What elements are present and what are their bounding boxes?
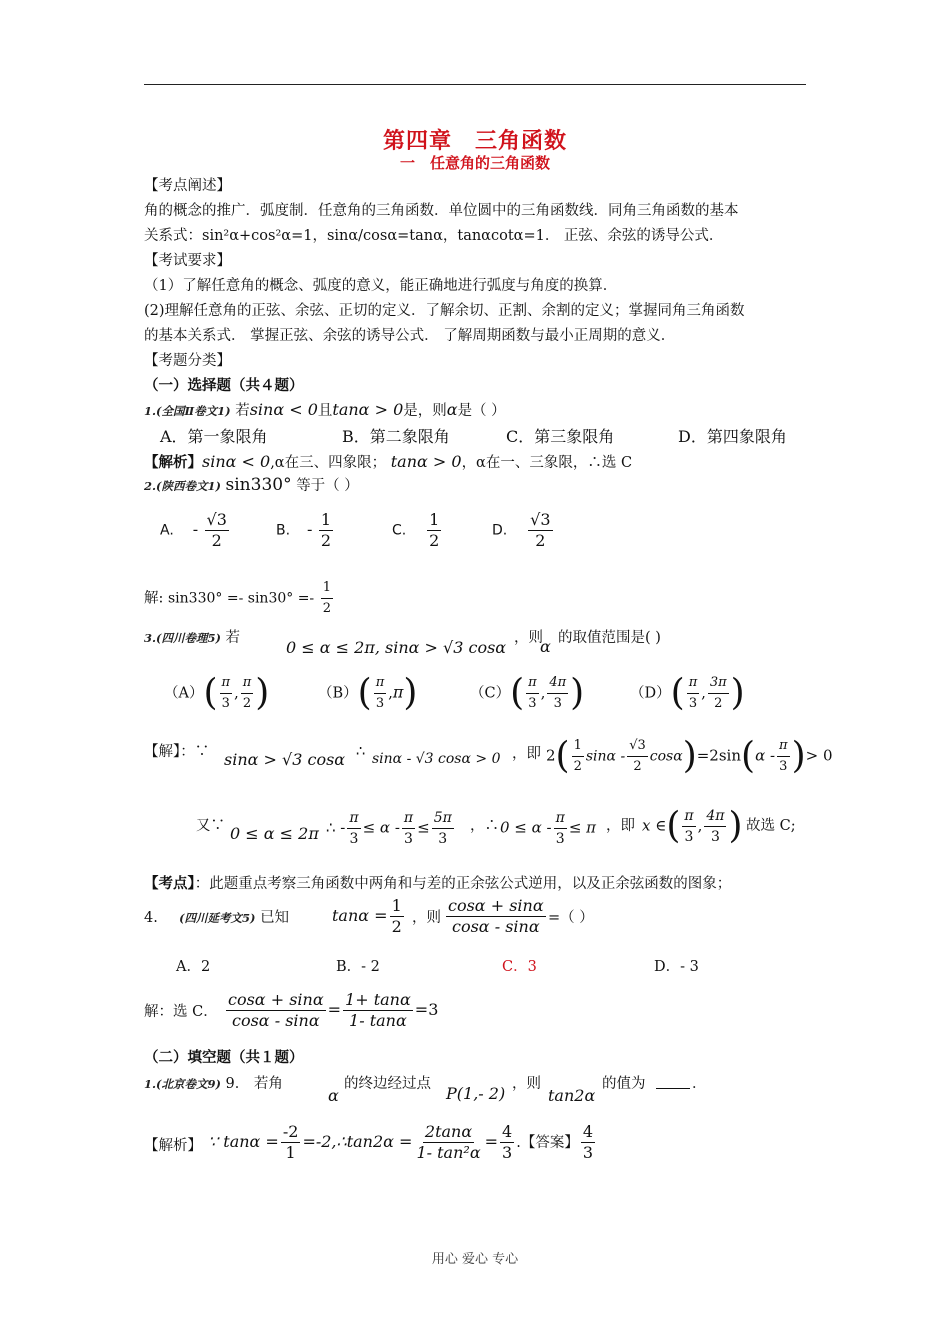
q2-jie-label: 解:	[144, 590, 164, 607]
q3-option-a-num2: π	[241, 673, 254, 694]
q2-source: (陕西卷文1)	[156, 479, 221, 493]
q5-stem-c: ，则	[512, 1076, 541, 1092]
q4-option-b: B．- 2	[336, 959, 380, 975]
q2-jie-expr: sin330° =- sin30° =-	[168, 590, 315, 607]
q3-step3-c: cosα	[649, 748, 683, 765]
q3-option-c-lparen: (	[510, 672, 525, 714]
q2-option-b-num: 1	[320, 510, 332, 529]
q3-option-b-num1: π	[374, 673, 387, 694]
q2-solution	[144, 578, 335, 619]
q5-target: tan2α	[548, 1086, 596, 1105]
q3-option-a-label: （A）	[164, 685, 204, 702]
q5-jiexi-frac3	[500, 1122, 514, 1163]
q5-because: ∵ tanα =	[208, 1132, 279, 1151]
q2-option-a	[160, 510, 231, 551]
q3-option-b-rparen: )	[403, 672, 418, 714]
q3-step3-rparen2: )	[791, 735, 806, 777]
q1-jiexi-d: ，α在一、三象限，∴选 C	[461, 455, 633, 471]
page-footer: 用心 爱心 专心	[431, 1252, 519, 1267]
q3-option-a-lparen: (	[203, 672, 218, 714]
q3-option-d-num1: π	[687, 673, 700, 694]
q5-point: P(1,- 2)	[446, 1084, 506, 1103]
q5-f3-den: 3	[502, 1143, 513, 1162]
header-rule	[144, 84, 806, 85]
q5-jiexi-frac1	[281, 1122, 301, 1163]
q3-interval-frac1-num: π	[682, 806, 695, 827]
q2-jie-num: 1	[321, 578, 333, 599]
q3-option-c-num2: 4π	[547, 673, 568, 694]
q4-jie-den2: 1- tanα	[349, 1011, 407, 1030]
q3-condition: 0 ≤ α ≤ 2π, sinα > √3 cosα	[286, 638, 507, 657]
q3-step3-frac-pi	[777, 736, 790, 777]
yaoqiu-item-2a: (2)理解任意角的正弦、余弦、正切的定义．了解余切、正割、余割的定义；掌握同角三角函数	[144, 303, 745, 319]
q3-range-result	[500, 808, 596, 849]
q3-r-frac3-den: 3	[438, 831, 448, 847]
q2-number: 2.	[144, 479, 157, 493]
q4-source: (四川延考文5)	[179, 911, 256, 925]
q1-stem	[144, 397, 506, 424]
q1-stem-b: 且	[317, 403, 333, 419]
q1-jiexi-b: ,α在三、四象限；	[270, 455, 387, 471]
kaodian-line-2: 关系式：sin²α+cos²α=1，sinα/cosα=tanα，tanαcotα=1． 正弦、余弦的诱导公式．	[144, 228, 724, 244]
q3-stem-b: ，则	[514, 630, 543, 646]
q3-therefore: ∴	[356, 744, 366, 760]
q5-stem-a: 9． 若角	[225, 1076, 283, 1092]
q4-option-c: C．3	[502, 959, 537, 975]
q3-kaodian-label: 【考点】	[144, 876, 195, 892]
q5-mid: =-2,∴tan2α =	[302, 1132, 413, 1151]
q3-step3-rparen: )	[682, 735, 697, 777]
q3-option-c: （C）( $\frac{\pi}{3}$ , $\frac{4\pi}{3}$ )	[470, 672, 585, 714]
q3-r-frac2	[402, 808, 415, 849]
section-title: 一 任意角的三角函数	[399, 154, 550, 172]
q5-alpha: α	[328, 1086, 339, 1105]
q4-frac-den: cosα - sinα	[452, 917, 540, 936]
q1-jiexi-label: 【解析】	[144, 455, 202, 471]
q5-ans-num: 4	[582, 1122, 594, 1141]
q5-answer-blank	[656, 1088, 690, 1089]
q5-f1-den: 1	[285, 1143, 296, 1162]
q2-option-c	[392, 510, 443, 551]
yaoqiu-item-2b: 的基本关系式． 掌握正弦、余弦的诱导公式． 了解周期函数与最小正周期的意义．	[144, 328, 676, 344]
q3-step3-pi-num: π	[777, 736, 790, 757]
q5-eq: =	[484, 1132, 499, 1151]
q3-kaodian	[144, 872, 731, 897]
yaoqiu-item-1: （1）了解任意角的概念、弧度的意义，能正确地进行弧度与角度的换算．	[144, 278, 618, 294]
q3-option-a-den1: 3	[221, 696, 230, 711]
q3-option-a-frac1	[220, 673, 233, 714]
q2-option-a-sign: -	[192, 519, 199, 539]
q3-step3-pi-den: 3	[779, 759, 788, 774]
q3-option-b: （B）( $\frac{\pi}{3}$ ,π)	[318, 672, 418, 714]
q4-jie-den1: cosα - sinα	[232, 1011, 320, 1030]
q5-stem-e: ．	[692, 1076, 707, 1092]
q4-jie-frac1	[226, 990, 326, 1031]
q2-option-a-label: A.	[160, 522, 174, 539]
q1-option-a: A．第一象限角	[160, 427, 268, 446]
q2-jie-frac	[321, 578, 333, 619]
q3-alpha: α	[540, 637, 551, 656]
q1-source: (全国Ⅱ卷文1)	[156, 404, 231, 418]
q2-option-b-den: 2	[320, 531, 332, 550]
q3-step3-half-den: 2	[573, 759, 582, 774]
q3-option-a-rparen: )	[255, 672, 270, 714]
q3-jie-label: 【解】	[144, 744, 181, 760]
q4-jie-frac2	[343, 990, 413, 1031]
q3-option-a-frac2	[241, 673, 254, 714]
q3-r-frac3-num: 5π	[432, 808, 454, 829]
q5-stem-b: 的终边经过点	[344, 1076, 431, 1092]
q1-alpha: α	[446, 400, 458, 419]
q3-option-b-pi: π	[392, 682, 404, 702]
q5-f1-num: -2	[282, 1122, 299, 1141]
q3-r-a: ∴ -	[326, 818, 346, 837]
q3-interval-frac2-num: 4π	[704, 806, 726, 827]
q4-number: 4.	[144, 910, 158, 926]
q2-option-b-frac	[319, 510, 333, 551]
q5-answer-label: .【答案】	[516, 1135, 579, 1151]
q3-interval-frac2	[704, 806, 726, 847]
q3-step3-frac-half	[572, 736, 584, 777]
kaodian-line-1: 角的概念的推广．弧度制．任意角的三角函数．单位圆中的三角函数线．同角三角函数的基本	[144, 203, 739, 219]
q2-option-d-num: √3	[530, 510, 551, 529]
q3-interval: x ∈( $\frac{\pi}{3}$ , $\frac{4\pi}{3}$ )	[642, 805, 743, 847]
q4-stem-c: =（ ）	[548, 910, 594, 926]
q2-option-a-frac	[205, 510, 229, 551]
q2-option-a-den: 2	[211, 531, 222, 550]
q4-jie-num2: 1+ tanα	[345, 990, 411, 1009]
q3-r-frac4-num: π	[554, 808, 567, 829]
q3-r-frac2-num: π	[402, 808, 415, 829]
q3-stem-c: 的取值范围是( )	[558, 630, 661, 646]
q3-interval-rparen: )	[728, 805, 743, 847]
q4-fraction	[444, 896, 548, 937]
q3-step-1: sinα > √3 cosα	[224, 750, 346, 769]
q2-expr: sin330°	[225, 475, 292, 495]
q3-step3-half-num: 1	[572, 736, 584, 757]
q2-option-d-frac	[528, 510, 552, 551]
q3-step3-lparen2: (	[741, 735, 756, 777]
q3-stem-a: 若	[225, 630, 241, 646]
q3-stem	[144, 626, 240, 651]
q4-jie-num1: cosα + sinα	[228, 990, 324, 1009]
q3-because: ：∵	[180, 744, 210, 760]
q3-option-c-frac1	[526, 673, 539, 714]
q1-option-c: C．第三象限角	[506, 427, 615, 446]
q3-step3-e: α -	[755, 746, 776, 765]
q3-option-c-num1: π	[526, 673, 539, 694]
q3-interval-frac2-den: 3	[710, 829, 720, 845]
q4-tan	[332, 896, 406, 937]
q3-option-a-den2: 2	[242, 696, 252, 711]
q4-stem-b: ，则	[412, 910, 441, 926]
q3-option-d: （D）( $\frac{\pi}{3}$ , $\frac{3\pi}{2}$ )	[630, 672, 745, 714]
q3-r-c: ≤	[417, 818, 430, 837]
q5-ans-den: 3	[582, 1143, 594, 1162]
q3-step-2: sinα - √3 cosα > 0	[372, 751, 501, 767]
q1-number: 1.	[144, 404, 157, 418]
q3-comma-therefore: ，∴	[470, 818, 499, 834]
q3-option-a-num1: π	[220, 673, 233, 694]
q1-stem-a: 若	[235, 403, 250, 419]
q3-r-d: 0 ≤ α -	[500, 818, 552, 837]
q1-option-d: D．第四象限角	[678, 427, 787, 446]
q3-r-e: ≤ π	[568, 818, 597, 837]
q5-answer-frac	[581, 1122, 595, 1163]
q2-option-c-den: 2	[429, 531, 440, 550]
q3-option-d-frac2	[708, 673, 729, 714]
q3-option-b-den1: 3	[375, 696, 385, 711]
q4-frac-num: cosα + sinα	[448, 896, 544, 915]
section-choice-heading: （一）选择题（共４题）	[144, 378, 304, 394]
q2-option-d-den: 2	[535, 531, 546, 550]
q1-cond-2: tanα > 0	[332, 400, 404, 419]
q5-source: (北京卷文9)	[156, 1077, 221, 1091]
q2-option-b	[276, 510, 335, 551]
q3-option-b-frac1	[374, 673, 387, 714]
q5-jiexi	[208, 1122, 597, 1163]
q3-range: 0 ≤ α ≤ 2π	[230, 824, 319, 843]
q3-step3-lparen: (	[555, 735, 570, 777]
q5-f2-den: 1- tan²α	[416, 1143, 481, 1162]
q2-stem-text: 等于（ ）	[296, 478, 359, 494]
q3-step3-d: =2sin	[696, 746, 742, 765]
q3-option-a: （A）( $\frac{\pi}{3}$ , $\frac{\pi}{2}$ )	[164, 672, 270, 714]
q3-r-frac4	[554, 808, 567, 849]
q3-solution-line-1	[144, 740, 209, 765]
q1-stem-c: 是，则	[403, 403, 447, 419]
q4-tan-num: 1	[391, 896, 402, 915]
q5-stem-d: 的值为	[602, 1076, 646, 1092]
q3-step3-root-num: √3	[627, 736, 648, 757]
q5-f2-num: 2tanα	[424, 1122, 473, 1141]
q3-choose: 故选 C;	[746, 818, 796, 834]
kaodian-chanshu-heading: 【考点阐述】	[144, 178, 231, 194]
q3-step3-frac-root	[627, 736, 648, 777]
q1-jiexi-a: sinα < 0	[202, 452, 271, 471]
q2-option-d-label: D.	[492, 522, 508, 539]
q5-f3-num: 4	[502, 1122, 513, 1141]
q4-stem	[144, 906, 289, 931]
q3-step3-a: 2	[546, 746, 556, 765]
q3-r-frac1	[347, 808, 360, 849]
q4-option-a: A．2	[176, 959, 211, 975]
q3-option-d-label: （D）	[630, 685, 671, 702]
q3-source: (四川卷理5)	[156, 631, 221, 645]
q3-ji: ，即	[512, 746, 541, 762]
q3-option-d-lparen: (	[670, 672, 685, 714]
q3-interval-lparen: (	[666, 805, 681, 847]
q2-option-a-num: √3	[206, 510, 227, 529]
q3-option-b-label: （B）	[318, 685, 358, 702]
q4-jie-result: =3	[414, 1000, 439, 1019]
q5-number: 1.	[144, 1077, 157, 1091]
q4-tan-expr: tanα =	[332, 906, 388, 925]
q1-jiexi-c: tanα > 0	[390, 452, 462, 471]
q3-range-derivation	[326, 808, 456, 849]
q2-stem	[144, 473, 359, 499]
q3-step3-f: > 0	[805, 746, 833, 765]
q3-r-frac1-den: 3	[349, 831, 359, 847]
q3-option-d-rparen: )	[730, 672, 745, 714]
q3-option-c-frac2	[547, 673, 568, 714]
q2-option-d	[492, 510, 555, 551]
q5-jiexi-label: 【解析】	[144, 1138, 202, 1154]
q2-option-c-label: C.	[392, 522, 407, 539]
q3-option-c-rparen: )	[570, 672, 585, 714]
q4-frac	[446, 896, 546, 937]
q4-jie-label: 解：选 C．	[144, 1004, 218, 1020]
q3-step3-b: sinα -	[585, 748, 626, 765]
q3-option-d-den1: 3	[688, 696, 698, 711]
q4-solution: $\frac{\cos\alpha + \sin\alpha}{\cos\alpha - \sin\alpha}$ = $\frac{1+ \tan\alpha}{1- \tan\alpha}$ =3	[228, 990, 439, 1030]
q3-r-frac3	[432, 808, 454, 849]
q2-option-b-sign: -	[306, 519, 313, 539]
q1-option-b: B．第二象限角	[342, 427, 450, 446]
q4-tan-den: 2	[391, 917, 402, 936]
q3-option-c-den2: 3	[553, 696, 562, 711]
q2-option-c-num: 1	[429, 510, 440, 529]
q3-option-c-den1: 3	[528, 696, 537, 711]
q3-r-frac4-den: 3	[555, 831, 565, 847]
q3-step-3	[546, 736, 833, 777]
q5-jiexi-frac2	[414, 1122, 482, 1163]
q3-step3-root-den: 2	[633, 759, 642, 774]
q2-option-b-label: B.	[276, 522, 291, 539]
q3-interval-frac1	[682, 806, 695, 847]
q1-cond-1: sinα < 0	[249, 400, 318, 419]
chapter-title: 第四章 三角函数	[382, 129, 567, 154]
q3-option-c-label: （C）	[470, 685, 511, 702]
q1-stem-d: 是（ ）	[457, 403, 506, 419]
q3-option-b-lparen: (	[357, 672, 372, 714]
q3-option-d-num2: 3π	[708, 673, 729, 694]
q5-stem	[144, 1072, 283, 1097]
q3-option-d-frac1	[687, 673, 700, 714]
q3-r-frac2-den: 3	[404, 831, 413, 847]
q3-r-frac1-num: π	[347, 808, 360, 829]
q4-option-d: D．- 3	[654, 959, 699, 975]
kaoti-fenlei-heading: 【考题分类】	[144, 353, 231, 369]
q3-kaodian-text: ：此题重点考察三角函数中两角和与差的正余弦公式逆用，以及正余弦函数的图象；	[194, 876, 732, 892]
q3-option-d-den2: 2	[714, 696, 723, 711]
q3-r-b: ≤ α -	[362, 818, 400, 837]
q2-jie-den: 2	[322, 601, 332, 616]
q4-tan-frac	[390, 896, 404, 937]
q2-option-c-frac	[427, 510, 441, 551]
q3-interval-frac1-den: 3	[684, 829, 694, 845]
q4-stem-a: 已知	[260, 910, 290, 926]
q3-you-because: 又∵	[196, 818, 225, 834]
kaoshi-yaoqiu-heading: 【考试要求】	[144, 253, 231, 269]
q3-x-in: x ∈	[642, 816, 667, 835]
q1-jiexi	[144, 449, 632, 476]
q3-ji-2: ，即	[606, 818, 635, 834]
section-fill-heading: （二）填空题（共１题）	[144, 1050, 304, 1066]
q3-number: 3.	[144, 631, 157, 645]
